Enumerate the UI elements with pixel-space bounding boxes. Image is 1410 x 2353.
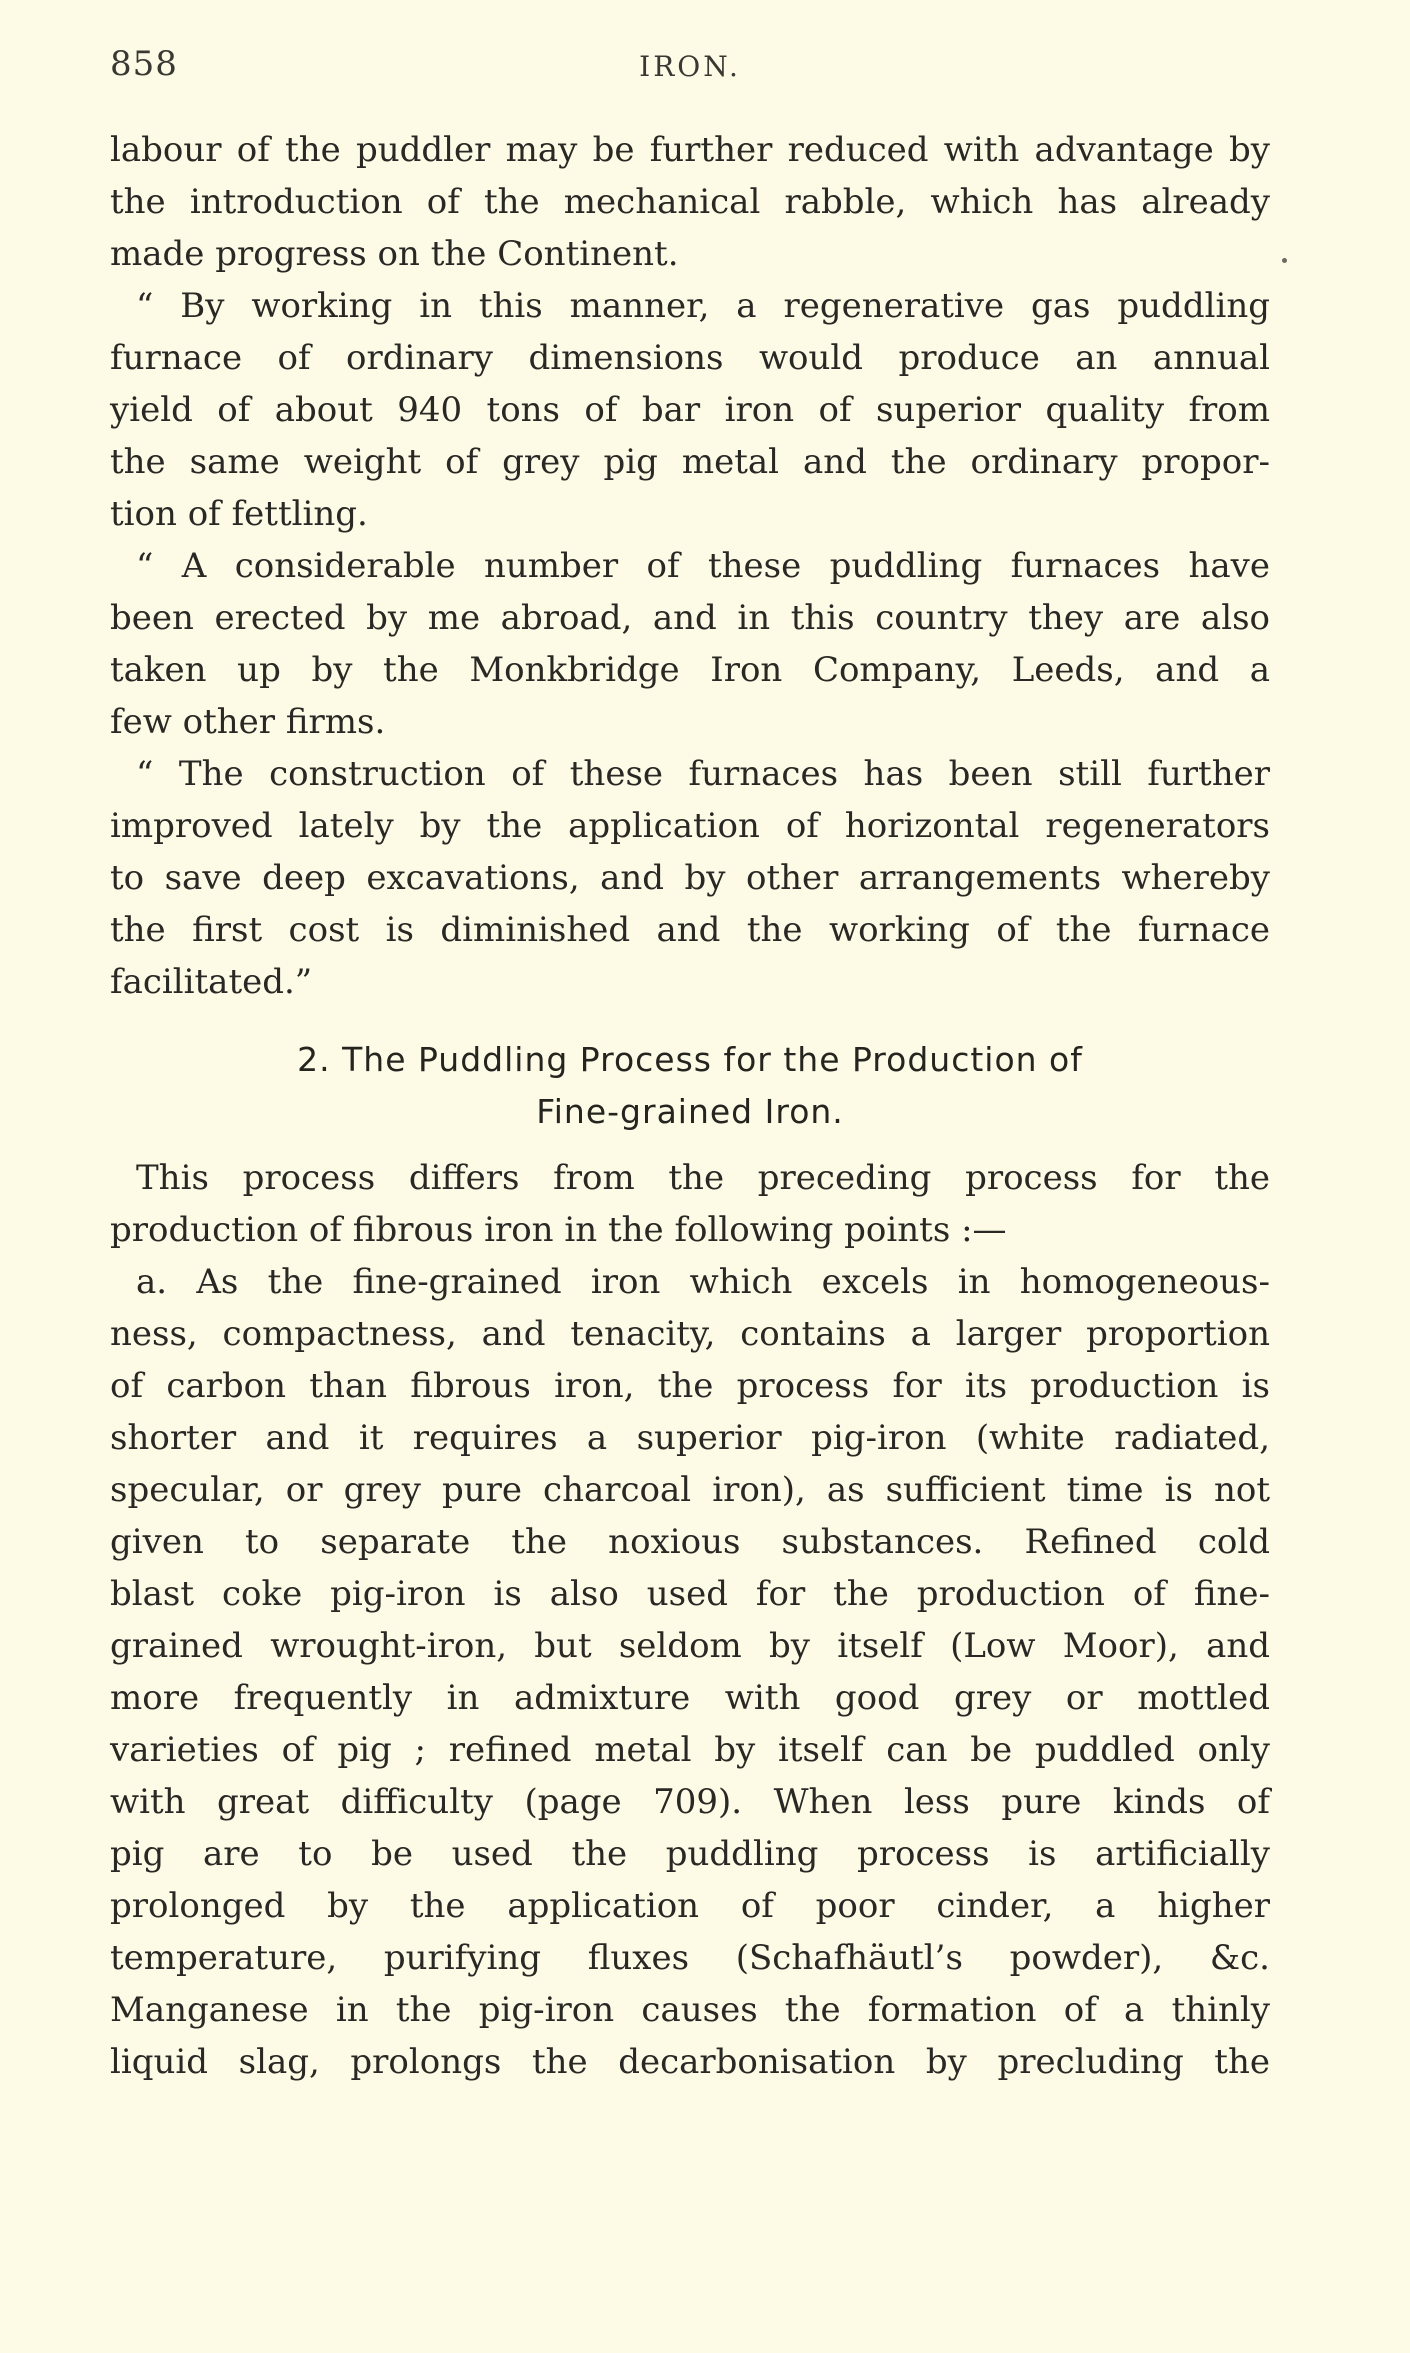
- page-number: 858: [110, 44, 178, 84]
- text-line: temperature, purifying fluxes (Schafhäutl’s powder), &c.: [110, 1938, 1270, 1978]
- text-line: blast coke pig-iron is also used for the production of fine-: [110, 1574, 1270, 1614]
- text-line: given to separate the noxious substances. Refined cold: [110, 1522, 1270, 1562]
- running-title: IRON.: [639, 50, 741, 83]
- text-line: shorter and it requires a superior pig-iron (white radiated,: [110, 1418, 1270, 1458]
- paragraph-3: [110, 540, 1270, 748]
- text-line: been erected by me abroad, and in this country they are also: [110, 598, 1270, 638]
- text-line: facilitated.”: [110, 962, 313, 1002]
- paragraph-6: [110, 1256, 1270, 2088]
- text-line: tion of fettling.: [110, 494, 368, 534]
- ink-speck: [1282, 258, 1287, 263]
- text-line: of carbon than fibrous iron, the process for its production is: [110, 1366, 1270, 1406]
- text-line: “ A considerable number of these puddling furnaces have: [136, 546, 1270, 586]
- paragraph-5: [110, 1152, 1270, 1256]
- text-line: furnace of ordinary dimensions would produce an annual: [110, 338, 1270, 378]
- text-line: “ The construction of these furnaces has been still further: [136, 754, 1270, 794]
- page-header: [110, 44, 1270, 94]
- text-line: Manganese in the pig-iron causes the formation of a thinly: [110, 1990, 1270, 2030]
- section-heading-line: Fine-grained Iron.: [536, 1092, 844, 1131]
- text-line: improved lately by the application of horizontal regenerators: [110, 806, 1270, 846]
- text-line: with great difficulty (page 709). When less pure kinds of: [110, 1782, 1270, 1822]
- section-heading: [110, 1034, 1270, 1138]
- text-line: to save deep excavations, and by other arrangements whereby: [110, 858, 1270, 898]
- text-line: varieties of pig ; refined metal by itself can be puddled only: [110, 1730, 1270, 1770]
- text-line: specular, or grey pure charcoal iron), as sufficient time is not: [110, 1470, 1270, 1510]
- paragraph-4: [110, 748, 1270, 1008]
- text-line: “ By working in this manner, a regenerative gas puddling: [136, 286, 1270, 326]
- text-line: pig are to be used the puddling process is artificially: [110, 1834, 1270, 1874]
- text-line: the first cost is diminished and the working of the furnace: [110, 910, 1270, 950]
- text-line: the same weight of grey pig metal and the ordinary propor-: [110, 442, 1270, 482]
- text-line: prolonged by the application of poor cinder, a higher: [110, 1886, 1270, 1926]
- text-line: labour of the puddler may be further reduced with advantage by: [110, 130, 1270, 170]
- paragraph-1: [110, 124, 1270, 280]
- text-line: made progress on the Continent.: [110, 234, 679, 274]
- section-heading-line: 2. The Puddling Process for the Production of: [297, 1040, 1083, 1079]
- text-line: taken up by the Monkbridge Iron Company, Leeds, and a: [110, 650, 1270, 690]
- text-line: the introduction of the mechanical rabble, which has already: [110, 182, 1270, 222]
- text-line: grained wrought-iron, but seldom by itself (Low Moor), and: [110, 1626, 1270, 1666]
- text-line: production of fibrous iron in the following points :—: [110, 1210, 1007, 1250]
- text-line: yield of about 940 tons of bar iron of superior quality from: [110, 390, 1270, 430]
- text-line: few other firms.: [110, 702, 386, 742]
- text-line: liquid slag, prolongs the decarbonisation by precluding the: [110, 2042, 1270, 2082]
- body-text: [110, 124, 1270, 2088]
- text-line: ness, compactness, and tenacity, contains a larger proportion: [110, 1314, 1270, 1354]
- text-line: more frequently in admixture with good grey or mottled: [110, 1678, 1270, 1718]
- paragraph-2: [110, 280, 1270, 540]
- text-line: This process differs from the preceding process for the: [136, 1158, 1270, 1198]
- text-line: a. As the fine-grained iron which excels in homogeneous-: [136, 1262, 1270, 1302]
